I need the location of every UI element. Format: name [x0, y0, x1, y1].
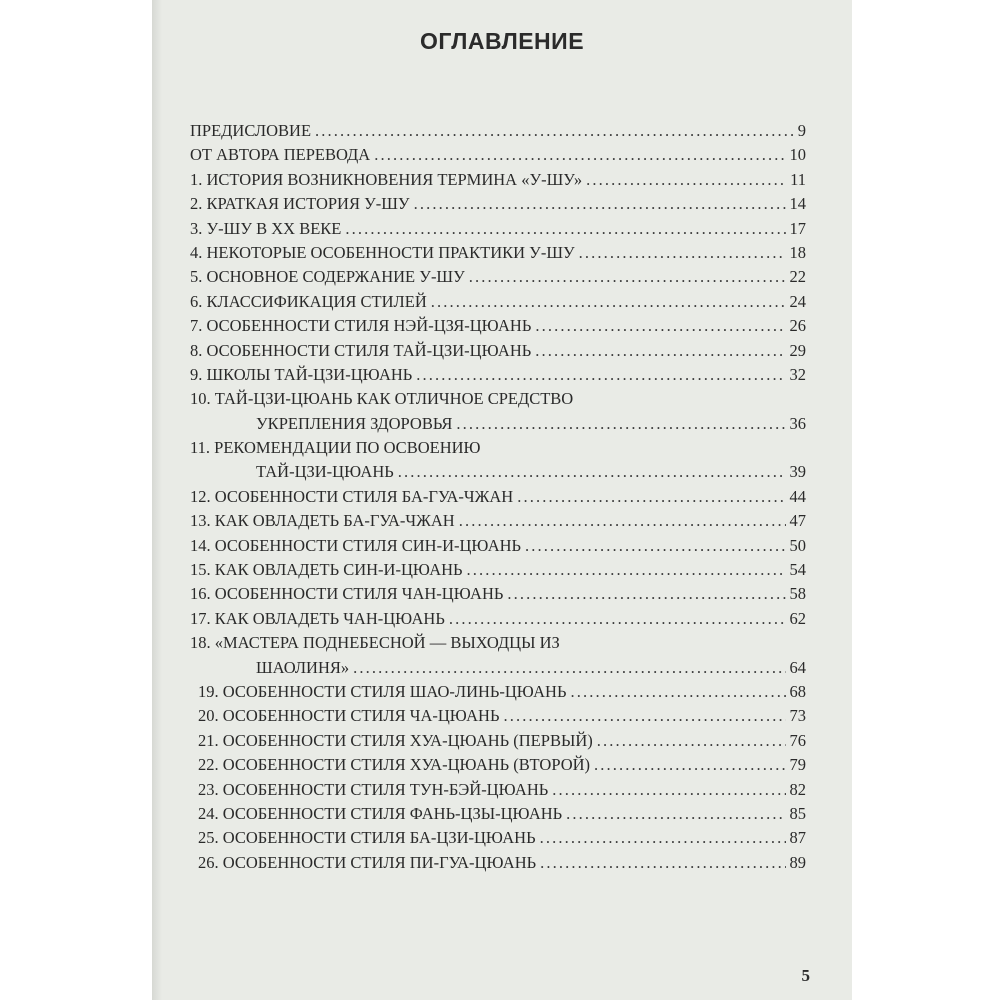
toc-entry-17: [190, 607, 806, 631]
toc-entry-16: [190, 582, 806, 606]
leader-dots: [469, 265, 786, 289]
toc-entry-21: [190, 729, 806, 753]
leader-dots: [459, 509, 786, 533]
leader-dots: [456, 412, 785, 436]
toc-entry-label: ПРЕДИСЛОВИЕ: [190, 121, 312, 140]
toc-entry-label: 25. ОСОБЕННОСТИ СТИЛЯ БА-ЦЗИ-ЦЮАНЬ: [198, 828, 536, 848]
toc-entry-14: [190, 534, 806, 558]
toc-entry-18-line-1: [190, 631, 806, 655]
toc-entry-2: [190, 192, 806, 216]
toc-entry-label: 13. КАК ОВЛАДЕТЬ БА-ГУА-ЧЖАН: [190, 511, 455, 531]
toc-entry-page: 54: [789, 560, 806, 580]
leader-dots: [579, 241, 786, 265]
toc-entry-3: [190, 217, 806, 241]
toc-entry-15: [190, 558, 806, 582]
toc-entry-page: 44: [789, 486, 806, 506]
toc-entry-label: 15. КАК ОВЛАДЕТЬ СИН-И-ЦЮАНЬ: [190, 560, 463, 580]
toc-entry-page: 47: [789, 511, 806, 531]
toc-entry-label: 12. ОСОБЕННОСТИ СТИЛЯ БА-ГУА-ЧЖАН: [190, 486, 514, 506]
table-of-contents: [190, 119, 806, 875]
toc-entry-8: [190, 339, 806, 363]
toc-entry-23: [190, 778, 806, 802]
toc-entry-page: 82: [789, 779, 806, 799]
toc-entry-page: 9: [797, 121, 806, 140]
toc-entry-page: 36: [789, 413, 806, 433]
toc-entry-page: 18: [789, 242, 806, 262]
toc-entry-label: 17. КАК ОВЛАДЕТЬ ЧАН-ЦЮАНЬ: [190, 608, 445, 628]
toc-entry-page: 14: [789, 194, 806, 214]
leader-dots: [540, 851, 785, 875]
toc-entry-label: 11. РЕКОМЕНДАЦИИ ПО ОСВОЕНИЮ: [190, 438, 481, 458]
toc-entry-13: [190, 509, 806, 533]
toc-entry-label: 8. ОСОБЕННОСТИ СТИЛЯ ТАЙ-ЦЗИ-ЦЮАНЬ: [190, 340, 532, 360]
toc-entry-label: 19. ОСОБЕННОСТИ СТИЛЯ ШАО-ЛИНЬ-ЦЮАНЬ: [198, 681, 567, 701]
toc-entry-5: [190, 265, 806, 289]
toc-entry-page: 50: [789, 535, 806, 555]
toc-entry-page: 11: [790, 169, 806, 189]
toc-entry-page: 22: [789, 267, 806, 287]
toc-entry-6: [190, 290, 806, 314]
toc-entry-page: 76: [789, 730, 806, 750]
toc-entry-label: 3. У-ШУ В XX ВЕКЕ: [190, 218, 342, 238]
toc-entry-page: 62: [789, 608, 806, 628]
toc-entry-10-line-2: [190, 412, 806, 436]
toc-entry-label: 21. ОСОБЕННОСТИ СТИЛЯ ХУА-ЦЮАНЬ (ПЕРВЫЙ): [198, 730, 593, 750]
toc-entry-label: 16. ОСОБЕННОСТИ СТИЛЯ ЧАН-ЦЮАНЬ: [190, 584, 504, 604]
leader-dots: [594, 753, 785, 777]
toc-entry-19: [190, 680, 806, 704]
toc-entry-label: 9. ШКОЛЫ ТАЙ-ЦЗИ-ЦЮАНЬ: [190, 364, 413, 384]
toc-entry-translator-note: [190, 143, 806, 167]
toc-entry-page: 73: [789, 706, 806, 726]
toc-entry-label: 5. ОСНОВНОЕ СОДЕРЖАНИЕ У-ШУ: [190, 267, 465, 287]
toc-entry-label: ОТ АВТОРА ПЕРЕВОДА: [190, 145, 371, 165]
toc-entry-18-line-2: [190, 656, 806, 680]
leader-dots: [566, 802, 785, 826]
leader-dots: [416, 363, 785, 387]
leader-dots: [467, 558, 786, 582]
toc-entry-12: [190, 485, 806, 509]
book-page: [152, 0, 852, 1000]
toc-entry-page: 10: [789, 145, 806, 165]
leader-dots: [525, 534, 785, 558]
toc-entry-label: 10. ТАЙ-ЦЗИ-ЦЮАНЬ КАК ОТЛИЧНОЕ СРЕДСТВО: [190, 389, 574, 409]
leader-dots: [570, 680, 785, 704]
toc-entry-label: УКРЕПЛЕНИЯ ЗДОРОВЬЯ: [256, 413, 453, 433]
toc-entry-1: [190, 168, 806, 192]
toc-entry-label: 23. ОСОБЕННОСТИ СТИЛЯ ТУН-БЭЙ-ЦЮАНЬ: [198, 779, 549, 799]
leader-dots: [540, 826, 786, 850]
toc-entry-label: ШАОЛИНЯ»: [256, 657, 350, 677]
toc-entry-page: 64: [789, 657, 806, 677]
leader-dots: [507, 582, 785, 606]
toc-entry-25: [190, 826, 806, 850]
toc-entry-label: 7. ОСОБЕННОСТИ СТИЛЯ НЭЙ-ЦЗЯ-ЦЮАНЬ: [190, 316, 532, 336]
toc-entry-label: 26. ОСОБЕННОСТИ СТИЛЯ ПИ-ГУА-ЦЮАНЬ: [198, 852, 537, 872]
toc-entry-page: 58: [789, 584, 806, 604]
leader-dots: [353, 656, 785, 680]
leader-dots: [535, 314, 785, 338]
toc-entry-page: 85: [789, 803, 806, 823]
toc-entry-label: 1. ИСТОРИЯ ВОЗНИКНОВЕНИЯ ТЕРМИНА «У-ШУ»: [190, 169, 583, 189]
toc-entry-label: 18. «МАСТЕРА ПОДНЕБЕСНОЙ — ВЫХОДЦЫ ИЗ: [190, 633, 560, 653]
page-title: ОГЛАВЛЕНИЕ: [419, 28, 585, 54]
toc-entry-page: 26: [789, 316, 806, 336]
toc-entry-page: 29: [789, 340, 806, 360]
toc-entry-page: 32: [789, 364, 806, 384]
toc-entry-22: [190, 753, 806, 777]
toc-entry-label: 22. ОСОБЕННОСТИ СТИЛЯ ХУА-ЦЮАНЬ (ВТОРОЙ): [198, 755, 591, 775]
leader-dots: [597, 729, 786, 753]
toc-entry-page: 89: [789, 852, 806, 872]
toc-entry-page: 24: [789, 291, 806, 311]
toc-entry-11-line-1: [190, 436, 806, 460]
leader-dots: [517, 485, 785, 509]
leader-dots: [345, 217, 785, 241]
toc-entry-page: 68: [789, 681, 806, 701]
leader-dots: [449, 607, 786, 631]
toc-entry-10-line-1: [190, 387, 806, 411]
toc-entry-label: 24. ОСОБЕННОСТИ СТИЛЯ ФАНЬ-ЦЗЫ-ЦЮАНЬ: [198, 803, 563, 823]
toc-entry-7: [190, 314, 806, 338]
toc-entry-4: [190, 241, 806, 265]
toc-entry-page: 79: [789, 755, 806, 775]
leader-dots: [414, 192, 786, 216]
leader-dots: [535, 339, 785, 363]
toc-entry-label: 2. КРАТКАЯ ИСТОРИЯ У-ШУ: [190, 194, 410, 214]
leader-dots: [586, 168, 786, 192]
leader-dots: [374, 143, 785, 167]
leader-dots: [552, 778, 785, 802]
toc-entry-label: ТАЙ-ЦЗИ-ЦЮАНЬ: [256, 462, 394, 482]
toc-entry-label: 6. КЛАССИФИКАЦИЯ СТИЛЕЙ: [190, 291, 427, 311]
toc-entry-20: [190, 704, 806, 728]
toc-entry-preface: [190, 119, 806, 143]
toc-entry-page: 17: [789, 218, 806, 238]
leader-dots: [503, 704, 785, 728]
toc-entry-26: [190, 851, 806, 875]
leader-dots: [431, 290, 786, 314]
toc-entry-24: [190, 802, 806, 826]
toc-entry-label: 4. НЕКОТОРЫЕ ОСОБЕННОСТИ ПРАКТИКИ У-ШУ: [190, 242, 575, 262]
toc-entry-11-line-2: [190, 460, 806, 484]
toc-entry-9: [190, 363, 806, 387]
toc-entry-page: 87: [789, 828, 806, 848]
leader-dots: [398, 460, 786, 484]
toc-entry-page: 39: [789, 462, 806, 482]
leader-dots: [315, 119, 794, 143]
toc-entry-label: 14. ОСОБЕННОСТИ СТИЛЯ СИН-И-ЦЮАНЬ: [190, 535, 522, 555]
page-number: 5: [801, 966, 810, 985]
toc-entry-label: 20. ОСОБЕННОСТИ СТИЛЯ ЧА-ЦЮАНЬ: [198, 706, 500, 726]
